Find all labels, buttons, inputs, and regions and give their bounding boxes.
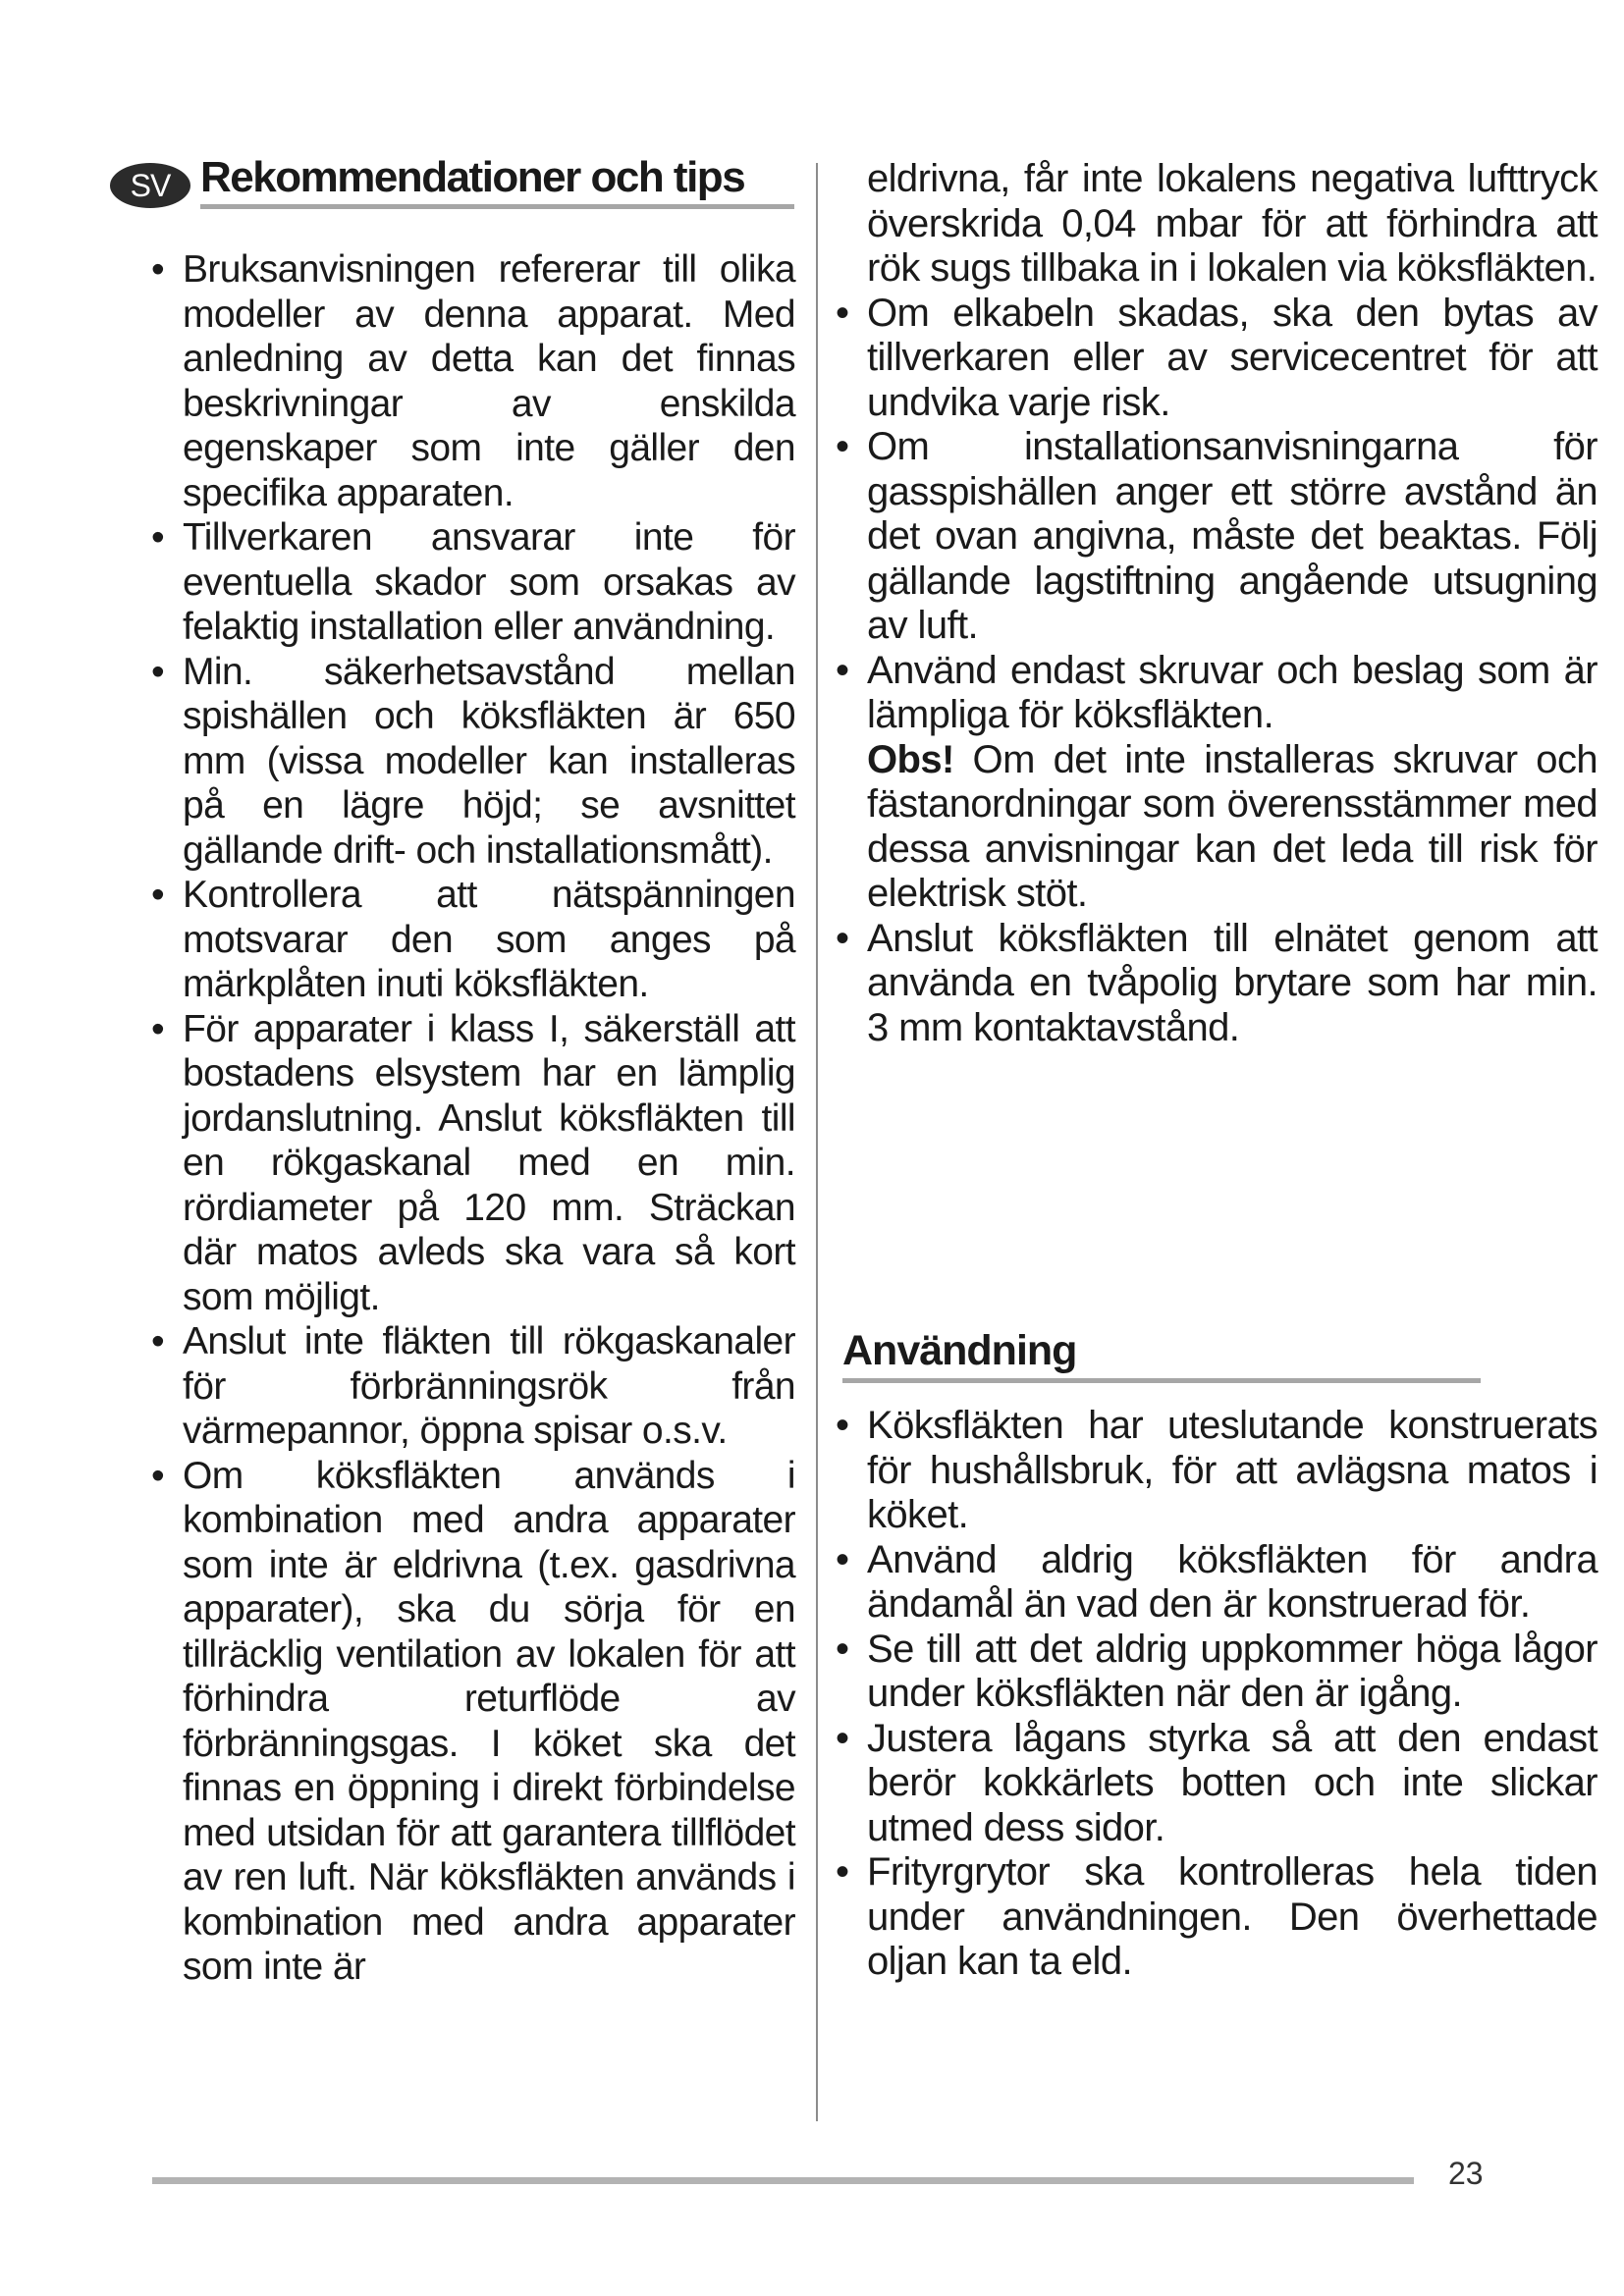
list-item: • Frityrgrytor ska kontrolleras hela tiden under användningen. Den överhettade oljan kan ta eld. [832, 1850, 1597, 1985]
usage-section-title: Användning [842, 1327, 1077, 1374]
left-column [147, 247, 795, 1990]
recommendations-list-continued [832, 157, 1597, 1050]
list-item: • För apparater i klass I, säkerställ att bostadens elsystem har en lämplig jordanslutning. Anslut köksfläkten till en rökgaskanal med en min. rördiameter på 120 mm. Sträckan där matos avleds ska vara så kort som möjligt. [147, 1007, 795, 1320]
list-item: • Om elkabeln skadas, ska den bytas av tillverkaren eller av servicecentret för att undvika varje risk. [832, 292, 1597, 426]
list-item: • Använd endast skruvar och beslag som är lämpliga för köksfläkten. [832, 649, 1597, 738]
list-item: • Min. säkerhetsavstånd mellan spishällen och köksfläkten är 650 mm (vissa modeller kan installeras på en lägre höjd; se avsnittet gällande drift- och installationsmått). [147, 650, 795, 874]
list-item: • Kontrollera att nätspänningen motsvarar den som anges på märkplåten inuti köksfläkten. [147, 873, 795, 1007]
list-item: • Om installationsanvisningarna för gasspishällen anger ett större avstånd än det ovan angivna, måste det beaktas. Följ gällande lagstiftning angående utsugning av luft. [832, 425, 1597, 649]
title-underline [200, 204, 794, 209]
list-item: • Köksfläkten har uteslutande konstruerats för hushållsbruk, för att avlägsna matos i köket. [832, 1404, 1597, 1538]
usage-title-underline [842, 1378, 1481, 1383]
obs-note [832, 738, 1597, 917]
footer-rule [152, 2177, 1414, 2184]
list-item: • Använd aldrig köksfläkten för andra ändamål än vad den är konstruerad för. [832, 1538, 1597, 1628]
section-title: Rekommendationer och tips [200, 153, 745, 201]
list-item: • Om köksfläkten används i kombination med andra apparater som inte är eldrivna (t.ex. gasdrivna apparater), ska du sörja för en tillräcklig ventilation av lokalen för att förhindra returflöde av förbränningsgas. I köket ska det finnas en öppning i direkt förbindelse med utsidan för att garantera tillflödet av ren luft. När köksfläkten används i kombination med andra apparater som inte är [147, 1454, 795, 1990]
list-item-continuation: eldrivna, får inte lokalens negativa lufttryck överskrida 0,04 mbar för att förhindra att rök sugs tillbaka in i lokalen via köksfläkten. [867, 157, 1597, 290]
usage-column [832, 1404, 1597, 1985]
right-column [832, 157, 1597, 1050]
page-number: 23 [1448, 2156, 1484, 2191]
obs-label: Obs! [867, 737, 954, 781]
column-divider [816, 163, 818, 2121]
recommendations-list [147, 247, 795, 1990]
language-badge: SV [110, 163, 190, 208]
list-item: • Se till att det aldrig uppkommer höga lågor under köksfläkten när den är igång. [832, 1628, 1597, 1717]
usage-list [832, 1404, 1597, 1985]
list-item: • Bruksanvisningen refererar till olika modeller av denna apparat. Med anledning av detta kan det finnas beskrivningar av enskilda egenskaper som inte gäller den specifika apparaten. [147, 247, 795, 515]
list-item: • Anslut köksfläkten till elnätet genom att använda en tvåpolig brytare som har min. 3 mm kontaktavstånd. [832, 917, 1597, 1051]
list-item: • Anslut inte fläkten till rökgaskanaler för förbränningsrök från värmepannor, öppna spisar o.s.v. [147, 1319, 795, 1454]
obs-text: Om det inte installeras skruvar och fästanordningar som överensstämmer med dessa anvisningar kan det leda till risk för elektrisk stöt. [867, 737, 1597, 915]
list-item: • Tillverkaren ansvarar inte för eventuella skador som orsakas av felaktig installation eller användning. [147, 515, 795, 650]
list-item: • Justera lågans styrka så att den endast berör kokkärlets botten och inte slickar utmed dess sidor. [832, 1717, 1597, 1851]
